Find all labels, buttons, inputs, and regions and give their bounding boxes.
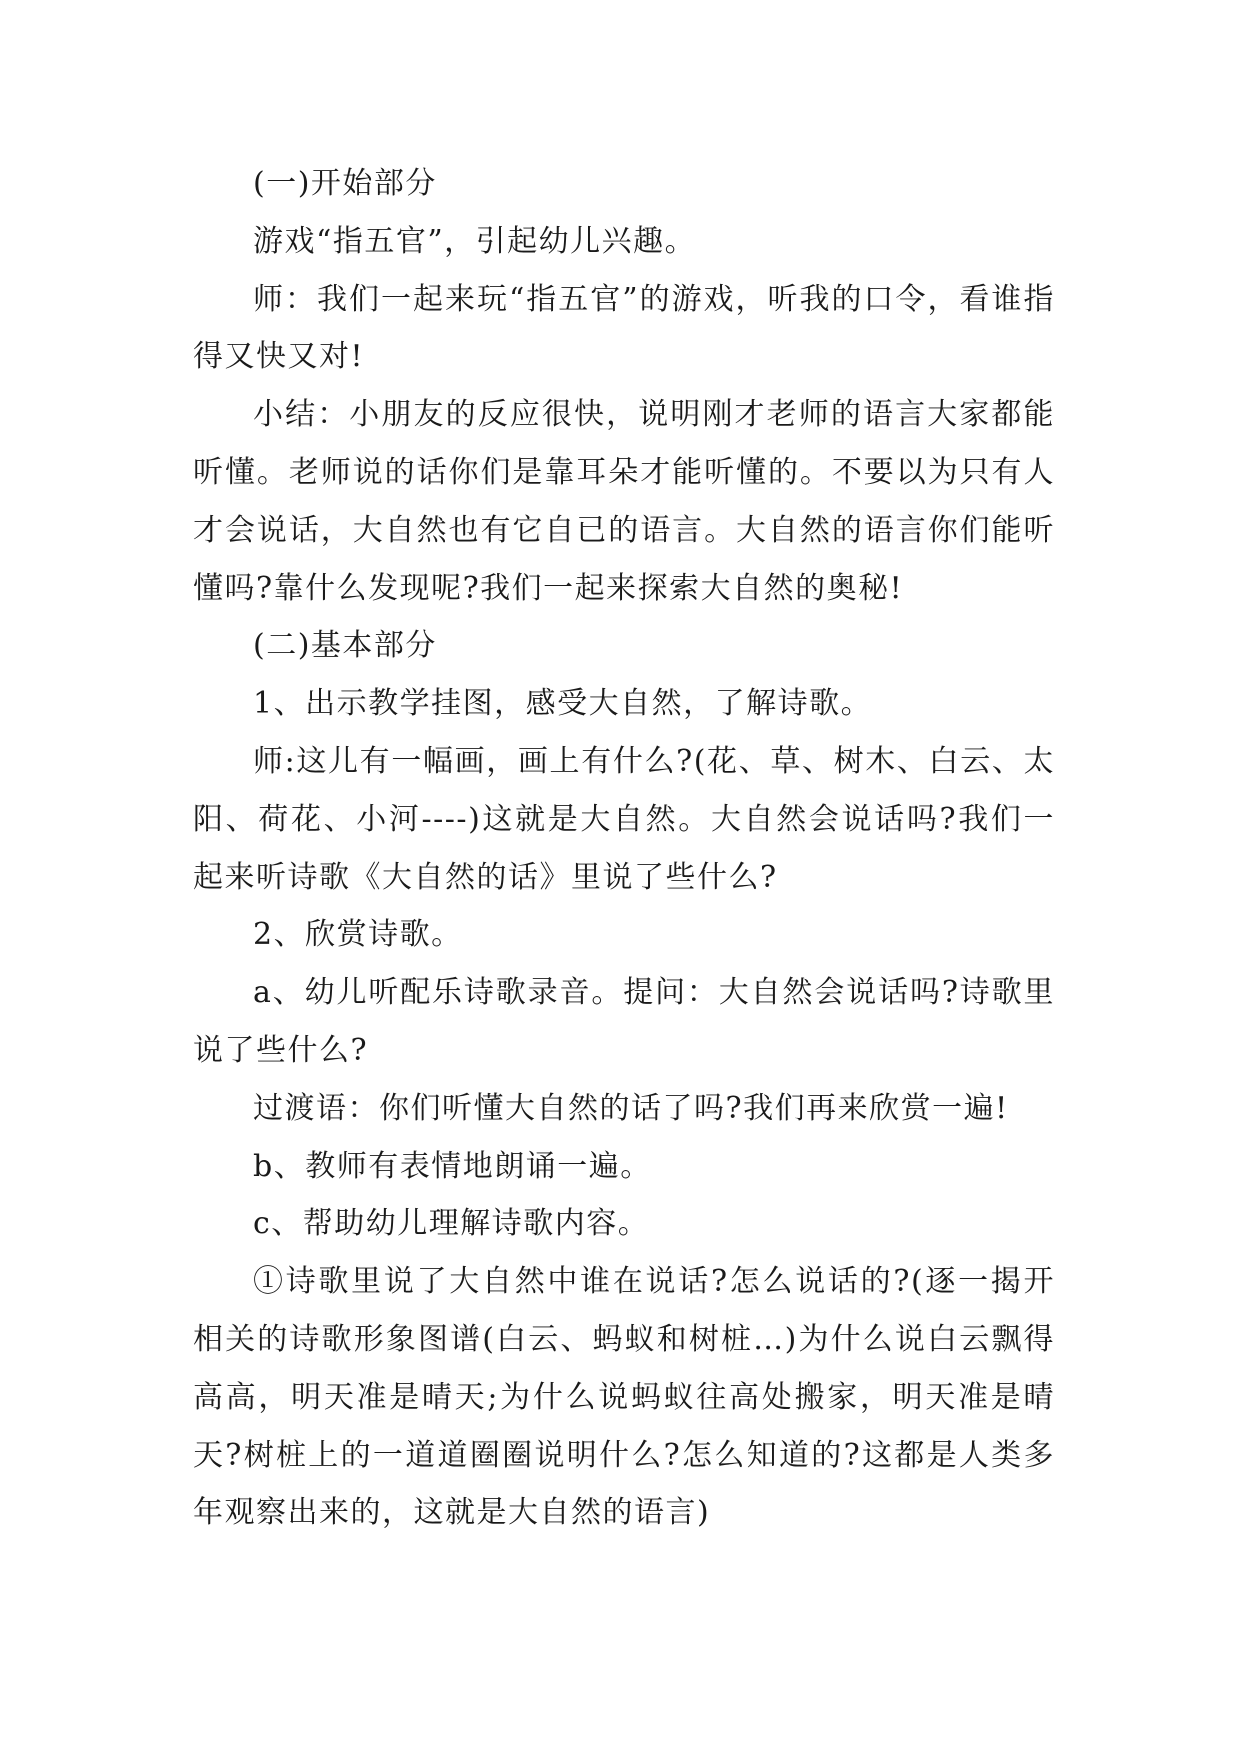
paragraph-step-1: 1、出示教学挂图，感受大自然，了解诗歌。 xyxy=(253,686,873,722)
paragraph-item-c: c、帮助幼儿理解诗歌内容。 xyxy=(253,1206,650,1242)
paragraph-item-b: b、教师有表情地朗诵一遍。 xyxy=(253,1148,652,1184)
paragraph-game: 游戏“指五官”，引起幼儿兴趣。 xyxy=(253,223,697,259)
section-heading-start: (一)开始部分 xyxy=(253,166,437,201)
document-page xyxy=(193,155,1055,1542)
section-heading-basic: (二)基本部分 xyxy=(253,628,437,664)
paragraph-summary: 小结：小朋友的反应很快，说明刚才老师的语言大家都能听懂。老师说的话你们是靠耳朵才能听懂的。不要以为只有人才会说话，大自然也有它自已的语言。大自然的语言你们能听懂吗?靠什么发现呢?我们一起来探索大自然的奥秘! xyxy=(193,397,1055,606)
paragraph-teacher-instruction: 师：我们一起来玩“指五官”的游戏，听我的口令，看谁指得又快又对! xyxy=(193,281,1055,375)
paragraph-transition: 过渡语：你们听懂大自然的话了吗?我们再来欣赏一遍! xyxy=(253,1090,1009,1126)
paragraph-teacher-picture: 师:这儿有一幅画，画上有什么?(花、草、树木、白云、太阳、荷花、小河----)这就是大自然。大自然会说话吗?我们一起来听诗歌《大自然的话》里说了些什么? xyxy=(193,743,1055,895)
paragraph-question-1: ①诗歌里说了大自然中谁在说话?怎么说话的?(逐一揭开相关的诗歌形象图谱(白云、蚂蚁和树桩…)为什么说白云飘得高高，明天准是晴天;为什么说蚂蚁往高处搬家，明天准是晴天?树桩上的一道道圈圈说明什么?怎么知道的?这都是人类多年观察出来的，这就是大自然的语言) xyxy=(193,1264,1055,1531)
paragraph-step-2: 2、欣赏诗歌。 xyxy=(253,917,463,953)
paragraph-item-a: a、幼儿听配乐诗歌录音。提问：大自然会说话吗?诗歌里说了些什么? xyxy=(193,975,1055,1068)
